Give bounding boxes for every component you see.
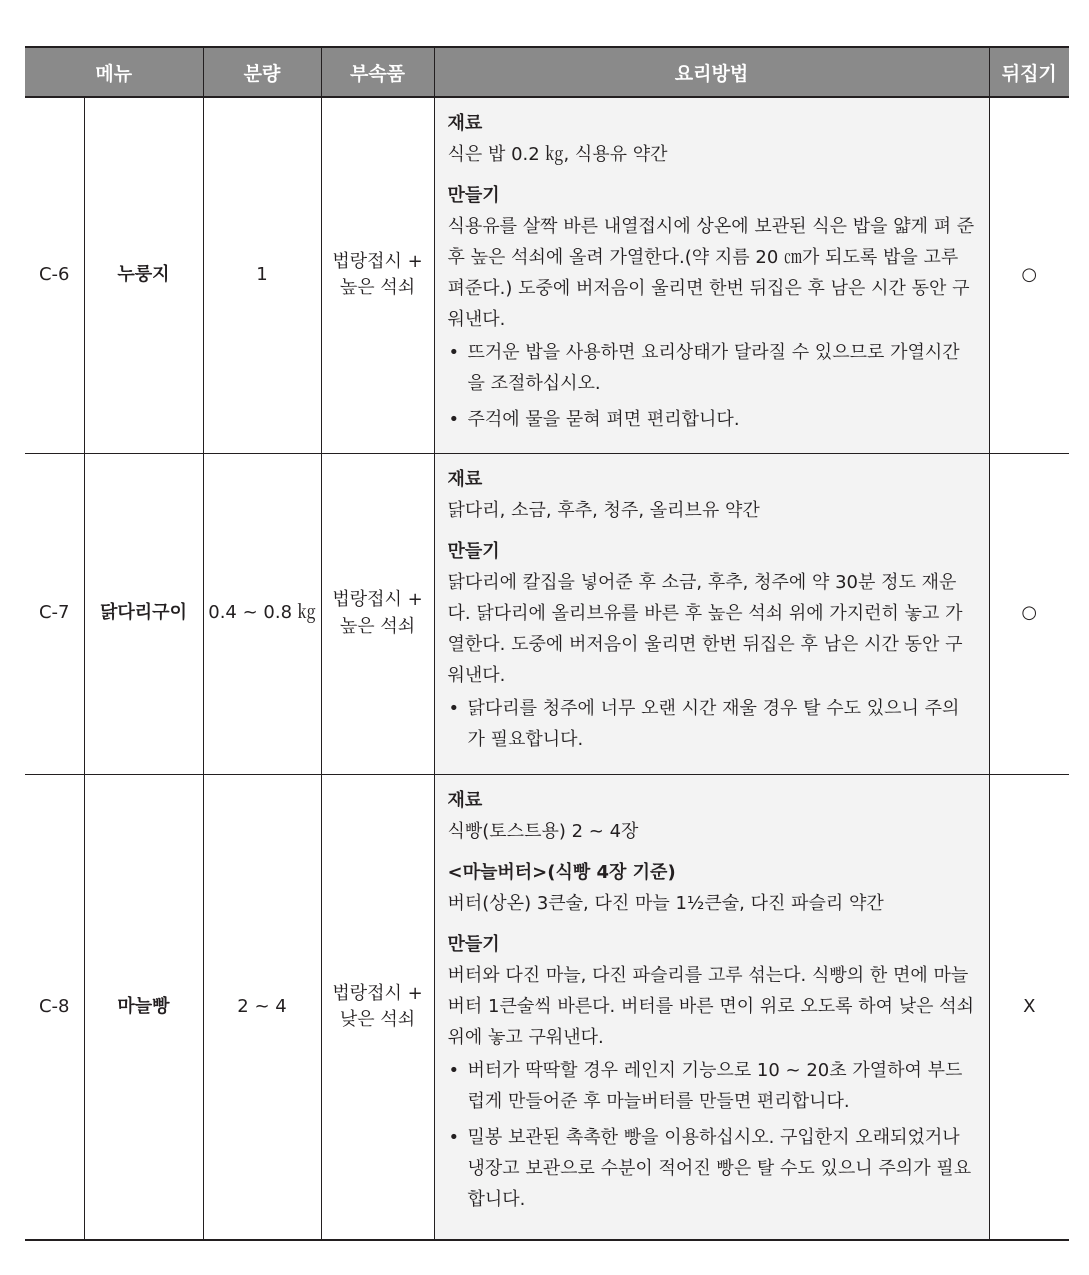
steps-text: 식용유를 살짝 바른 내열접시에 상온에 보관된 식은 밥을 얇게 펴 준 후 높은 석쇠에 올려 가열한다.(약 지름 20 ㎝가 되도록 밥을 고루 펴준다.) 도중에 버저음이 울리면 한번 뒤집은 후 남은 시간 동안 구워낸다. [447, 216, 975, 330]
recipe-table [25, 46, 1069, 1241]
notes-list [448, 1055, 977, 1215]
header-accessory: 부속품 [321, 47, 434, 97]
menu-name: 마늘빵 [84, 774, 203, 1240]
steps-title: 만들기 [447, 185, 500, 206]
menu-amount: 1 [203, 97, 321, 453]
table-row [25, 97, 1069, 453]
menu-amount: 0.4 ~ 0.8 ㎏ [203, 453, 321, 774]
note-item: • 밀봉 보관된 촉촉한 빵을 이용하십시오. 구입한지 오래되었거나 냉장고 보관으로 수분이 적어진 빵은 탈 수도 있으니 주의가 필요합니다. [448, 1122, 977, 1215]
table-row [25, 774, 1069, 1240]
flip-indicator: ○ [989, 97, 1069, 453]
header-menu: 메뉴 [25, 47, 203, 97]
notes-list [448, 693, 977, 755]
flip-indicator: X [989, 774, 1069, 1240]
ingredients-title: 재료 [447, 468, 483, 490]
menu-code: C-6 [25, 97, 84, 453]
ingredients-title: 재료 [447, 113, 483, 134]
header-amount: 분량 [203, 47, 321, 97]
menu-accessory [321, 97, 434, 453]
steps-text: 버터와 다진 마늘, 다진 파슬리를 고루 섞는다. 식빵의 한 면에 마늘버터 1큰술씩 바른다. 버터를 바른 면이 위로 오도록 하여 낮은 석쇠 위에 놓고 구워낸다. [447, 964, 974, 1048]
header-flip: 뒤집기 [989, 47, 1069, 97]
steps-title: 만들기 [447, 540, 500, 562]
note-item: • 닭다리를 청주에 너무 오랜 시간 재울 경우 탈 수도 있으니 주의가 필요합니다. [448, 693, 977, 755]
note-item: • 뜨거운 밥을 사용하면 요리상태가 달라질 수 있으므로 가열시간을 조절하십시오. [448, 337, 977, 399]
accessory-line: 법랑접시 + [332, 982, 423, 1004]
note-item: • 버터가 딱딱할 경우 레인지 기능으로 10 ~ 20초 가열하여 부드럽게 만들어준 후 마늘버터를 만들면 편리합니다. [448, 1055, 977, 1117]
table-row [25, 453, 1069, 774]
flip-indicator: ○ [989, 453, 1069, 774]
butter-title: <마늘버터>(식빵 4장 기준) [447, 861, 676, 883]
butter-text: 버터(상온) 3큰술, 다진 마늘 1½큰술, 다진 파슬리 약간 [447, 892, 884, 914]
accessory-line: 법랑접시 + [332, 251, 423, 273]
accessory-line: 높은 석쇠 [339, 277, 416, 299]
note-item: • 주걱에 물을 묻혀 펴면 편리합니다. [448, 404, 977, 435]
menu-code: C-7 [25, 453, 84, 774]
steps-title: 만들기 [447, 933, 500, 955]
accessory-line: 높은 석쇠 [339, 615, 416, 637]
cooking-method [434, 97, 989, 453]
ingredients-text: 닭다리, 소금, 후추, 청주, 올리브유 약간 [447, 499, 760, 521]
cooking-method [434, 453, 989, 774]
menu-code: C-8 [25, 774, 84, 1240]
menu-name: 누룽지 [84, 97, 203, 453]
steps-text: 닭다리에 칼집을 넣어준 후 소금, 후추, 청주에 약 30분 정도 재운다. 닭다리에 올리브유를 바른 후 높은 석쇠 위에 가지런히 놓고 가열한다. 도중에 버저음이 울리면 한번 뒤집은 후 남은 시간 동안 구워낸다. [447, 571, 963, 686]
menu-accessory [321, 453, 434, 774]
ingredients-text: 식은 밥 0.2 ㎏, 식용유 약간 [447, 144, 668, 165]
ingredients-title: 재료 [447, 789, 483, 811]
notes-list [448, 337, 977, 435]
menu-name: 닭다리구이 [84, 453, 203, 774]
accessory-line: 법랑접시 + [332, 589, 423, 611]
cooking-method [434, 774, 989, 1240]
ingredients-text: 식빵(토스트용) 2 ~ 4장 [447, 820, 639, 842]
menu-amount: 2 ~ 4 [203, 774, 321, 1240]
menu-accessory [321, 774, 434, 1240]
header-method: 요리방법 [434, 47, 989, 97]
accessory-line: 낮은 석쇠 [339, 1008, 416, 1030]
header-row [25, 47, 1069, 97]
